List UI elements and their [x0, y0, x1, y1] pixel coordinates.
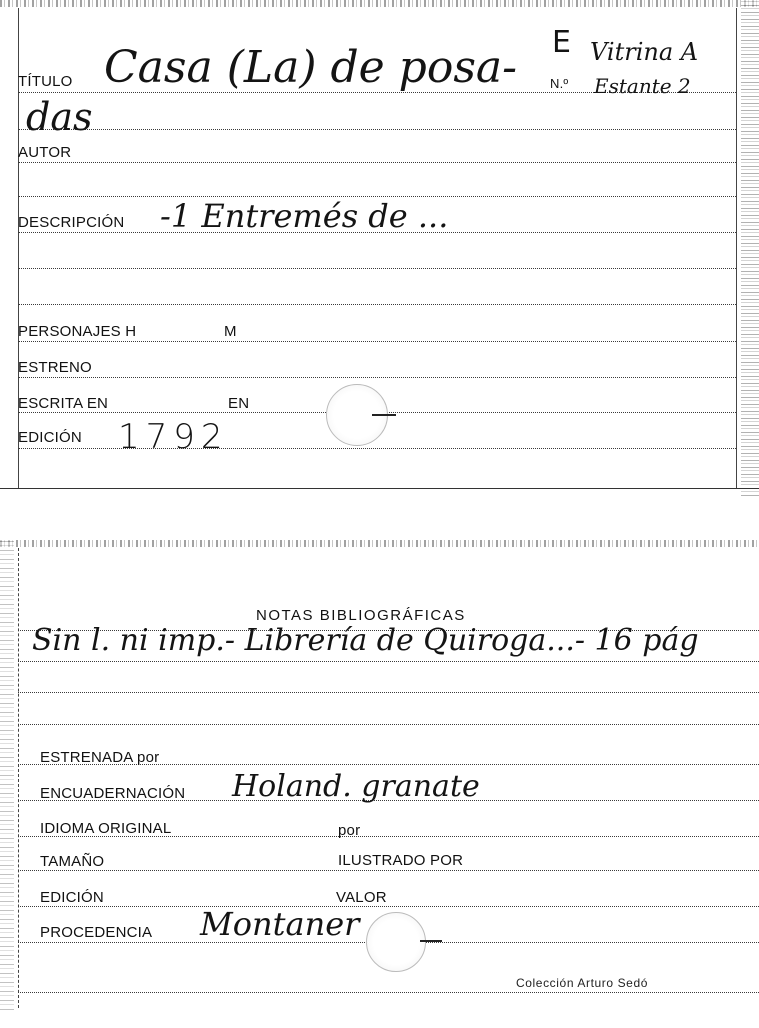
card-edge-left [0, 540, 14, 1010]
card-border-bottom [0, 488, 759, 489]
label-escrita-en: ESCRITA EN [18, 395, 109, 412]
hand-notas: Sin l. ni imp.- Librería de Quiroga...- 16 pág [32, 623, 699, 658]
label-autor: AUTOR [18, 144, 72, 161]
label-titulo: TÍTULO [18, 73, 73, 90]
hand-vitrina: Vitrina A [590, 38, 699, 66]
rule-descripcion-2 [18, 268, 736, 269]
card-border-right [736, 8, 737, 488]
notas-heading: NOTAS BIBLIOGRÁFICAS [256, 607, 466, 624]
catalog-card-back [0, 540, 759, 1010]
label-numero: N.º [550, 76, 569, 91]
rule-edicion-back [18, 906, 759, 907]
rule-titulo-2 [18, 129, 736, 130]
hand-procedencia: Montaner [200, 905, 360, 943]
rule-footer [18, 992, 759, 993]
label-idioma-original: IDIOMA ORIGINAL [40, 820, 172, 837]
label-procedencia: PROCEDENCIA [40, 924, 153, 941]
hand-edicion: 1792 [118, 417, 229, 457]
rule-autor [18, 162, 736, 163]
label-descripcion: DESCRIPCIÓN [18, 214, 125, 231]
label-estreno: ESTRENO [18, 359, 92, 376]
hand-encuadernacion: Holand. granate [232, 769, 480, 804]
label-estrenada-por: ESTRENADA por [40, 749, 160, 766]
card-edge-top [0, 0, 759, 7]
rule-estreno [18, 377, 736, 378]
label-escrita-en-2: EN [228, 395, 250, 412]
rule-descripcion-3 [18, 304, 736, 305]
card-border-left [18, 548, 19, 1008]
hand-estante: Estante 2 [594, 74, 691, 98]
rule-notas-1 [18, 661, 759, 662]
label-personajes: PERSONAJES H [18, 323, 137, 340]
label-ilustrado-por: ILUSTRADO POR [338, 852, 464, 869]
label-encuadernacion: ENCUADERNACIÓN [40, 785, 186, 802]
card-edge-top [0, 540, 759, 547]
rule-personajes [18, 341, 736, 342]
hand-shelf-letter: E [552, 25, 571, 60]
label-valor: VALOR [336, 889, 387, 906]
hand-descripcion: -1 Entremés de ... [160, 197, 449, 235]
label-edicion: EDICIÓN [18, 429, 82, 446]
card-edge-right [741, 0, 759, 496]
stamp-tick-front [372, 414, 396, 416]
label-edicion-back: EDICIÓN [40, 889, 104, 906]
hand-titulo-line2: das [26, 95, 93, 139]
label-por: por [338, 822, 361, 839]
rule-notas-2 [18, 692, 759, 693]
collection-footer: Colección Arturo Sedó [516, 976, 649, 990]
stamp-tick-back [420, 940, 442, 942]
hand-titulo-line1: Casa (La) de posa- [104, 42, 517, 93]
rule-tamano [18, 870, 759, 871]
rule-notas-3 [18, 724, 759, 725]
label-tamano: TAMAÑO [40, 853, 105, 870]
catalog-card-front [0, 0, 759, 496]
stamp-mark-back [366, 912, 426, 972]
label-personajes-m: M [224, 323, 237, 340]
